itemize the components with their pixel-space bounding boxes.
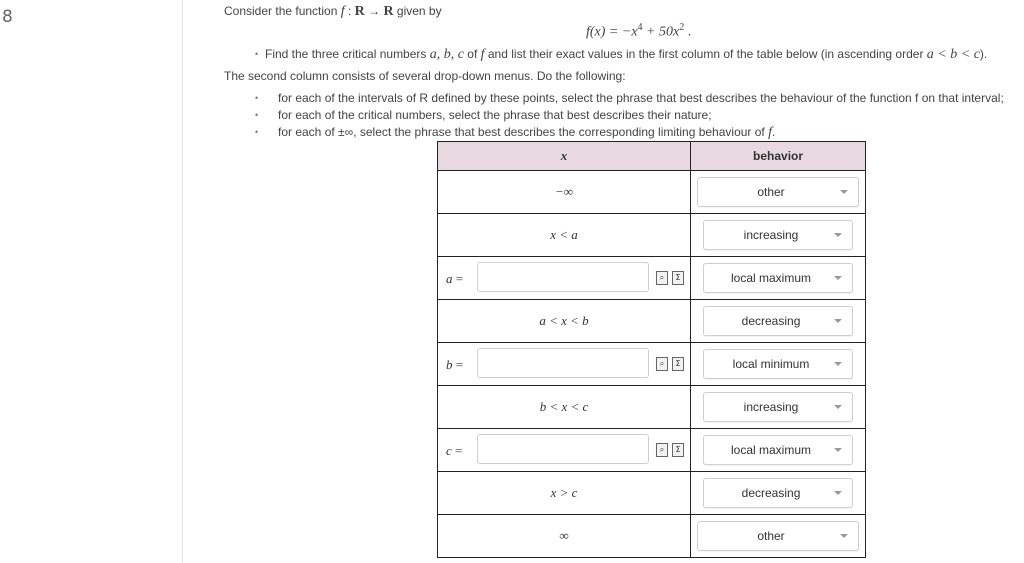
select-value: increasing bbox=[743, 400, 799, 414]
behavior-cell bbox=[691, 214, 866, 257]
header-behavior: behavior bbox=[691, 142, 866, 171]
table-header-row bbox=[438, 142, 866, 171]
x-cell: −∞ bbox=[438, 171, 691, 214]
preview-icon[interactable]: ⌕ bbox=[656, 271, 668, 285]
preview-icon[interactable]: ⌕ bbox=[656, 443, 668, 457]
select-value: decreasing bbox=[741, 314, 801, 328]
select-value: local maximum bbox=[731, 271, 812, 285]
bullet-dot: • bbox=[255, 93, 259, 103]
behavior-cell bbox=[691, 300, 866, 343]
intro-text bbox=[224, 4, 442, 20]
intro-codomain: R bbox=[383, 4, 394, 19]
behavior-cell bbox=[691, 429, 866, 472]
critical-b-input[interactable] bbox=[477, 348, 649, 378]
formula-mid: + 50x bbox=[642, 24, 680, 40]
chevron-down-icon bbox=[840, 190, 848, 194]
intro-colon: : bbox=[344, 4, 355, 18]
table-row bbox=[438, 257, 866, 300]
chevron-down-icon bbox=[834, 491, 842, 495]
formula-lhs: f(x) = −x bbox=[586, 24, 638, 40]
chevron-down-icon bbox=[834, 405, 842, 409]
function-formula bbox=[586, 22, 691, 41]
instr1-suffix: and list their exact values in the first column of the table below (in ascending order bbox=[484, 47, 927, 61]
header-x: x bbox=[438, 142, 691, 171]
bullet-dot: • bbox=[255, 110, 259, 120]
bullet3-f: f bbox=[768, 125, 772, 140]
select-value: increasing bbox=[743, 228, 799, 242]
bullet-intervals: for each of the intervals of R defined by these points, select the phrase that best describes the behaviour of the function f on that interval; bbox=[278, 91, 1004, 105]
question-number: 8 bbox=[2, 7, 13, 27]
bullet-critical: for each of the critical numbers, select the phrase that best describes their nature; bbox=[278, 108, 712, 122]
intro-arrow: → bbox=[364, 4, 384, 18]
table-row bbox=[438, 515, 866, 558]
bullet3-prefix: for each of bbox=[278, 125, 339, 139]
intro-domain: R bbox=[354, 4, 365, 19]
behavior-cell bbox=[691, 257, 866, 300]
behavior-select[interactable] bbox=[703, 349, 853, 379]
behavior-select[interactable] bbox=[703, 392, 853, 422]
formula-editor-icon[interactable]: Σ bbox=[672, 271, 684, 285]
select-value: decreasing bbox=[741, 486, 801, 500]
chevron-down-icon bbox=[834, 362, 842, 366]
critical-label-a: a = bbox=[446, 271, 464, 286]
behavior-select[interactable] bbox=[703, 478, 853, 508]
instr1-order: a < b < c bbox=[926, 47, 980, 62]
x-cell: x < a bbox=[438, 214, 691, 257]
chevron-down-icon bbox=[840, 534, 848, 538]
bullet-dot: • bbox=[255, 49, 259, 59]
formula-editor-icon[interactable]: Σ bbox=[672, 443, 684, 457]
behavior-select[interactable] bbox=[697, 177, 859, 207]
instr1-prefix: Find the three critical numbers bbox=[265, 47, 430, 61]
formula-end: . bbox=[684, 24, 692, 40]
instruction-2: The second column consists of several drop-down menus. Do the following: bbox=[224, 69, 626, 83]
x-cell: ∞ bbox=[438, 515, 691, 558]
select-value: local maximum bbox=[731, 443, 812, 457]
bullet3-mid: , select the phrase that best describes the corresponding limiting behaviour of bbox=[353, 125, 769, 139]
critical-cell-c bbox=[438, 429, 691, 472]
bullet3-sym: ±∞ bbox=[338, 125, 354, 139]
behavior-cell bbox=[691, 171, 866, 214]
bullet3-end: . bbox=[771, 125, 776, 139]
behavior-select[interactable] bbox=[703, 220, 853, 250]
critical-cell-a bbox=[438, 257, 691, 300]
formula-editor-icon[interactable]: Σ bbox=[672, 357, 684, 371]
chevron-down-icon bbox=[834, 319, 842, 323]
table-row bbox=[438, 300, 866, 343]
table-row bbox=[438, 472, 866, 515]
select-value: other bbox=[757, 185, 785, 199]
table-row bbox=[438, 171, 866, 214]
behavior-select[interactable] bbox=[703, 306, 853, 336]
intro-f: f bbox=[340, 4, 345, 19]
instruction-1 bbox=[265, 47, 987, 63]
behavior-select[interactable] bbox=[697, 521, 859, 551]
formula-power-2: 2 bbox=[679, 22, 685, 33]
x-cell: x > c bbox=[438, 472, 691, 515]
select-value: other bbox=[757, 529, 785, 543]
behavior-cell bbox=[691, 472, 866, 515]
behavior-cell bbox=[691, 515, 866, 558]
select-value: local minimum bbox=[732, 357, 810, 371]
bullet-infinity bbox=[278, 125, 775, 141]
instr1-mid: of bbox=[463, 47, 481, 61]
critical-a-input[interactable] bbox=[477, 262, 649, 292]
behavior-select[interactable] bbox=[703, 435, 853, 465]
critical-cell-b bbox=[438, 343, 691, 386]
bullet-dot: • bbox=[255, 127, 259, 137]
intro-suffix: given by bbox=[393, 4, 442, 18]
chevron-down-icon bbox=[834, 276, 842, 280]
table-row bbox=[438, 386, 866, 429]
behavior-table bbox=[437, 141, 866, 558]
instr1-end: ). bbox=[979, 47, 988, 61]
chevron-down-icon bbox=[834, 448, 842, 452]
preview-icon[interactable]: ⌕ bbox=[656, 357, 668, 371]
intro-prefix: Consider the function bbox=[224, 4, 341, 18]
formula-power-1: 4 bbox=[637, 22, 643, 33]
critical-label-b: b = bbox=[446, 357, 464, 372]
behavior-cell bbox=[691, 343, 866, 386]
critical-label-c: c = bbox=[446, 443, 463, 458]
table-row bbox=[438, 343, 866, 386]
critical-c-input[interactable] bbox=[477, 434, 649, 464]
behavior-select[interactable] bbox=[703, 263, 853, 293]
column-divider bbox=[182, 0, 183, 563]
table-row bbox=[438, 214, 866, 257]
x-cell: a < x < b bbox=[438, 300, 691, 343]
x-cell: b < x < c bbox=[438, 386, 691, 429]
chevron-down-icon bbox=[834, 233, 842, 237]
instr1-f: f bbox=[480, 47, 485, 62]
behavior-cell bbox=[691, 386, 866, 429]
instr1-vars: a, b, c bbox=[429, 47, 464, 62]
table-row bbox=[438, 429, 866, 472]
